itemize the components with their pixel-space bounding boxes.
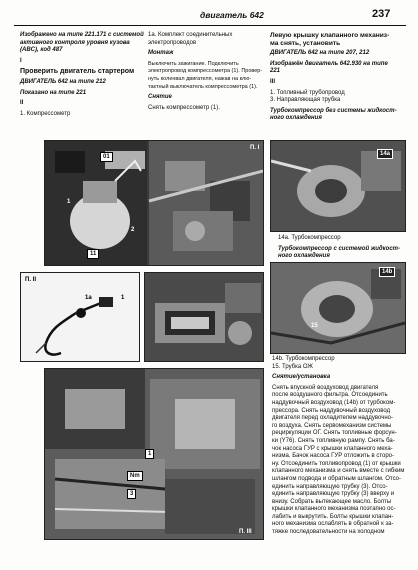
right-text-column bbox=[270, 32, 410, 123]
left-line: ДВИГАТЕЛЬ 642 на типе 212 bbox=[20, 78, 106, 85]
mid-line: электропровод компрессометра (1). Провер- bbox=[148, 68, 263, 75]
photo-turbo-14b bbox=[270, 262, 406, 354]
mid-line: тактный выключатель компрессометра (1). bbox=[148, 83, 258, 90]
left-heading: Проверить двигатель стартером bbox=[20, 68, 135, 76]
photo-turbo-14a bbox=[270, 140, 406, 232]
callout-14b: 14b bbox=[379, 267, 395, 277]
right-body-text bbox=[272, 356, 410, 537]
body-line: чок насоса ГУР с крышки клапанного меха- bbox=[272, 445, 393, 452]
left-line: 1. Компрессометр bbox=[20, 110, 71, 117]
body-line: шлангом подвода и обратным шлангом. Отсо- bbox=[272, 475, 402, 482]
right-subheading: Турбокомпрессор без системы жидкост- bbox=[270, 107, 397, 114]
middle-text-column bbox=[148, 32, 264, 112]
left-line: активного контроля уровня кузова bbox=[20, 39, 130, 46]
mid-heading: Монтаж bbox=[148, 50, 174, 57]
caption-15: 15. Трубка ОЖ bbox=[272, 363, 313, 370]
photo-compressometer bbox=[20, 272, 140, 362]
header-title: двигатель 642 bbox=[200, 10, 264, 20]
mid-line: электропроводов bbox=[148, 39, 197, 46]
body-line: после воздушного фильтра. Отсоединить bbox=[272, 392, 388, 399]
page-number: 237 bbox=[372, 8, 391, 20]
section-heading: Снятие/установка bbox=[272, 374, 331, 381]
body-line: ного механизма ослаблять в обратной к за- bbox=[272, 521, 394, 528]
left-line: Показано на типе 221 bbox=[20, 89, 87, 96]
body-line: ки (Y76). Снять топливную рампу. Снять ба- bbox=[272, 437, 395, 444]
turbo-14a-caption bbox=[278, 235, 408, 261]
left-text-column bbox=[20, 32, 144, 118]
right-line: Изображён двигатель 642.930 на типе bbox=[270, 60, 388, 67]
left-line: II bbox=[20, 100, 24, 107]
photo-label-p2: П. II bbox=[25, 277, 36, 283]
callout-11: 11 bbox=[87, 249, 99, 259]
body-line: двигателя перед охладителем наддувочно- bbox=[272, 415, 393, 422]
right-subheading-2: Турбокомпрессор с системой жидкост- bbox=[278, 245, 400, 252]
body-line: ну. Отсоединить топливопровод (1) от крышки bbox=[272, 460, 401, 467]
left-line: Изображено на типе 221.171 с системой bbox=[20, 32, 144, 38]
body-line: клапанного механизма и снять вместе с гибким bbox=[272, 468, 405, 475]
caption-14a: 14а. Турбокомпрессор bbox=[278, 235, 341, 241]
callout-01: 01 bbox=[100, 152, 113, 162]
header-rule bbox=[14, 25, 406, 26]
body-line: рециркуляции ОГ. Снять топливные форсун- bbox=[272, 430, 397, 437]
body-line: крышки клапанного механизма поэтапно ос- bbox=[272, 506, 396, 513]
callout-1: 1 bbox=[67, 199, 71, 205]
callout-2: 2 bbox=[131, 227, 135, 233]
body-line: наддувочный воздуховод (14b) от турбоком- bbox=[272, 399, 396, 406]
callout-1-tool: 1 bbox=[121, 295, 125, 301]
callout-15: 15 bbox=[311, 323, 318, 329]
left-line: (ABC), код 487 bbox=[20, 47, 63, 54]
photo-valve-cover bbox=[144, 272, 264, 362]
mid-line: Выключить зажигание. Подключить bbox=[148, 60, 239, 67]
body-line: низма. Бачок насоса ГУР отложить в сторо- bbox=[272, 453, 395, 460]
mid-heading: Снятие bbox=[148, 94, 172, 101]
caption-14b: 14b. Турбокомпрессор bbox=[272, 356, 335, 362]
callout-3: 3 bbox=[127, 489, 136, 499]
body-line: единить направляющую трубку (3) вверху и bbox=[272, 491, 395, 498]
mid-line: нуть коленвал двигателя, нажав на клю- bbox=[148, 75, 252, 82]
photo-label-p3: П. III bbox=[239, 529, 252, 535]
right-line: ДВИГАТЕЛЬ 642 на типе 207, 212 bbox=[270, 50, 370, 57]
body-line: прессора. Снять наддувочный воздуховод bbox=[272, 407, 391, 414]
photo-label-p1: П. I bbox=[250, 145, 260, 151]
callout-1a: 1а bbox=[85, 295, 92, 301]
body-line: единить направляющую трубку (3). Отсо- bbox=[272, 483, 388, 490]
left-line: I bbox=[20, 57, 22, 64]
mid-line: 1а. Комплект соединительных bbox=[148, 32, 233, 38]
body-line: Снять впускной воздуховод двигателя bbox=[272, 384, 379, 391]
right-subheading-2: ного охлаждения bbox=[278, 253, 330, 260]
body-line: внизу. Собрать вытекающее масло. Болты bbox=[272, 498, 392, 505]
photo-engine-bay bbox=[44, 140, 264, 266]
callout-14a: 14а bbox=[377, 149, 393, 159]
body-line: лабить и выкрутить. Болты крышки клапан- bbox=[272, 513, 394, 520]
right-line: 1. Топливный трубопровод bbox=[270, 89, 345, 96]
body-line: го воздуха. Снять сервомеханизм системы bbox=[272, 422, 392, 429]
body-line: тяжке последовательности на холодном bbox=[272, 529, 385, 536]
right-line: 3. Направляющая трубка bbox=[270, 97, 341, 104]
right-subheading: ного охлаждения bbox=[270, 115, 322, 122]
right-line: 221 bbox=[270, 68, 281, 75]
page-header bbox=[0, 8, 418, 26]
right-heading: Левую крышку клапанного механиз- bbox=[270, 32, 390, 39]
callout-1-engine: 1 bbox=[145, 449, 154, 459]
mid-line: Снять компрессометр (1). bbox=[148, 104, 220, 111]
callout-nm: Nm bbox=[127, 471, 143, 481]
photo-engine-side bbox=[44, 368, 264, 540]
right-line: III bbox=[270, 78, 276, 85]
right-heading: ма снять, установить bbox=[270, 39, 341, 47]
